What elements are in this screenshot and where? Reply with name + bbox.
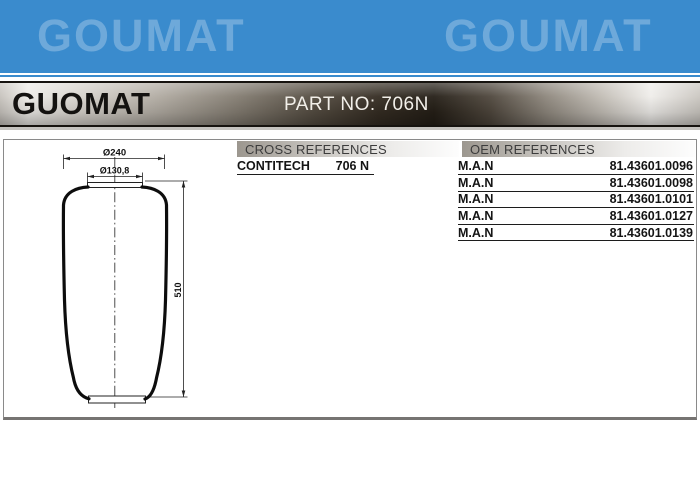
reference-row — [458, 225, 694, 242]
part-number: PART NO: 706N — [284, 94, 429, 115]
reference-row — [458, 208, 694, 225]
header-bar — [0, 81, 700, 127]
reference-number: 81.43601.0098 — [609, 175, 693, 190]
reference-brand: M.A.N — [458, 225, 494, 240]
arrowhead-icon — [64, 157, 71, 161]
arrowhead-icon — [136, 175, 143, 179]
watermark-text: GOUMAT — [37, 10, 246, 61]
bellows-right-outline — [142, 187, 167, 399]
bottom-plate — [89, 396, 146, 403]
cross-references-table — [237, 158, 374, 175]
brand-logo: GUOMAT — [12, 86, 151, 121]
arrowhead-icon — [182, 181, 186, 188]
arrowhead-icon — [182, 391, 186, 398]
reference-number: 81.43601.0096 — [609, 159, 693, 174]
reference-brand: M.A.N — [458, 192, 494, 207]
cross-references-header: CROSS REFERENCES — [237, 141, 459, 157]
reference-row — [458, 158, 694, 175]
reference-row — [458, 192, 694, 209]
reference-brand: CONTITECH — [237, 159, 310, 174]
reference-row — [458, 175, 694, 192]
arrowhead-icon — [158, 157, 165, 161]
reference-number: 81.43601.0101 — [609, 192, 693, 207]
air-spring-drawing — [4, 140, 238, 417]
reference-brand: M.A.N — [458, 175, 494, 190]
oem-references-header: OEM REFERENCES — [462, 141, 695, 157]
watermark-text: GOUMAT — [444, 10, 653, 61]
arrowhead-icon — [88, 175, 95, 179]
top-plate — [88, 183, 143, 188]
reference-brand: M.A.N — [458, 209, 494, 224]
reference-number: 81.43601.0127 — [609, 209, 693, 224]
reference-brand: M.A.N — [458, 159, 494, 174]
oem-references-table — [458, 158, 694, 241]
divider-line — [0, 75, 700, 77]
reference-number: 706 N — [335, 159, 369, 174]
brand-banner — [0, 0, 700, 73]
content-box — [3, 139, 697, 420]
dimension-label-510: 510 — [173, 282, 183, 298]
reference-row — [237, 158, 374, 175]
dimension-label-130: Ø130,8 — [99, 165, 130, 176]
bellows-left-outline — [63, 187, 89, 399]
reference-number: 81.43601.0139 — [609, 225, 693, 240]
dimension-label-240: Ø240 — [102, 147, 127, 159]
